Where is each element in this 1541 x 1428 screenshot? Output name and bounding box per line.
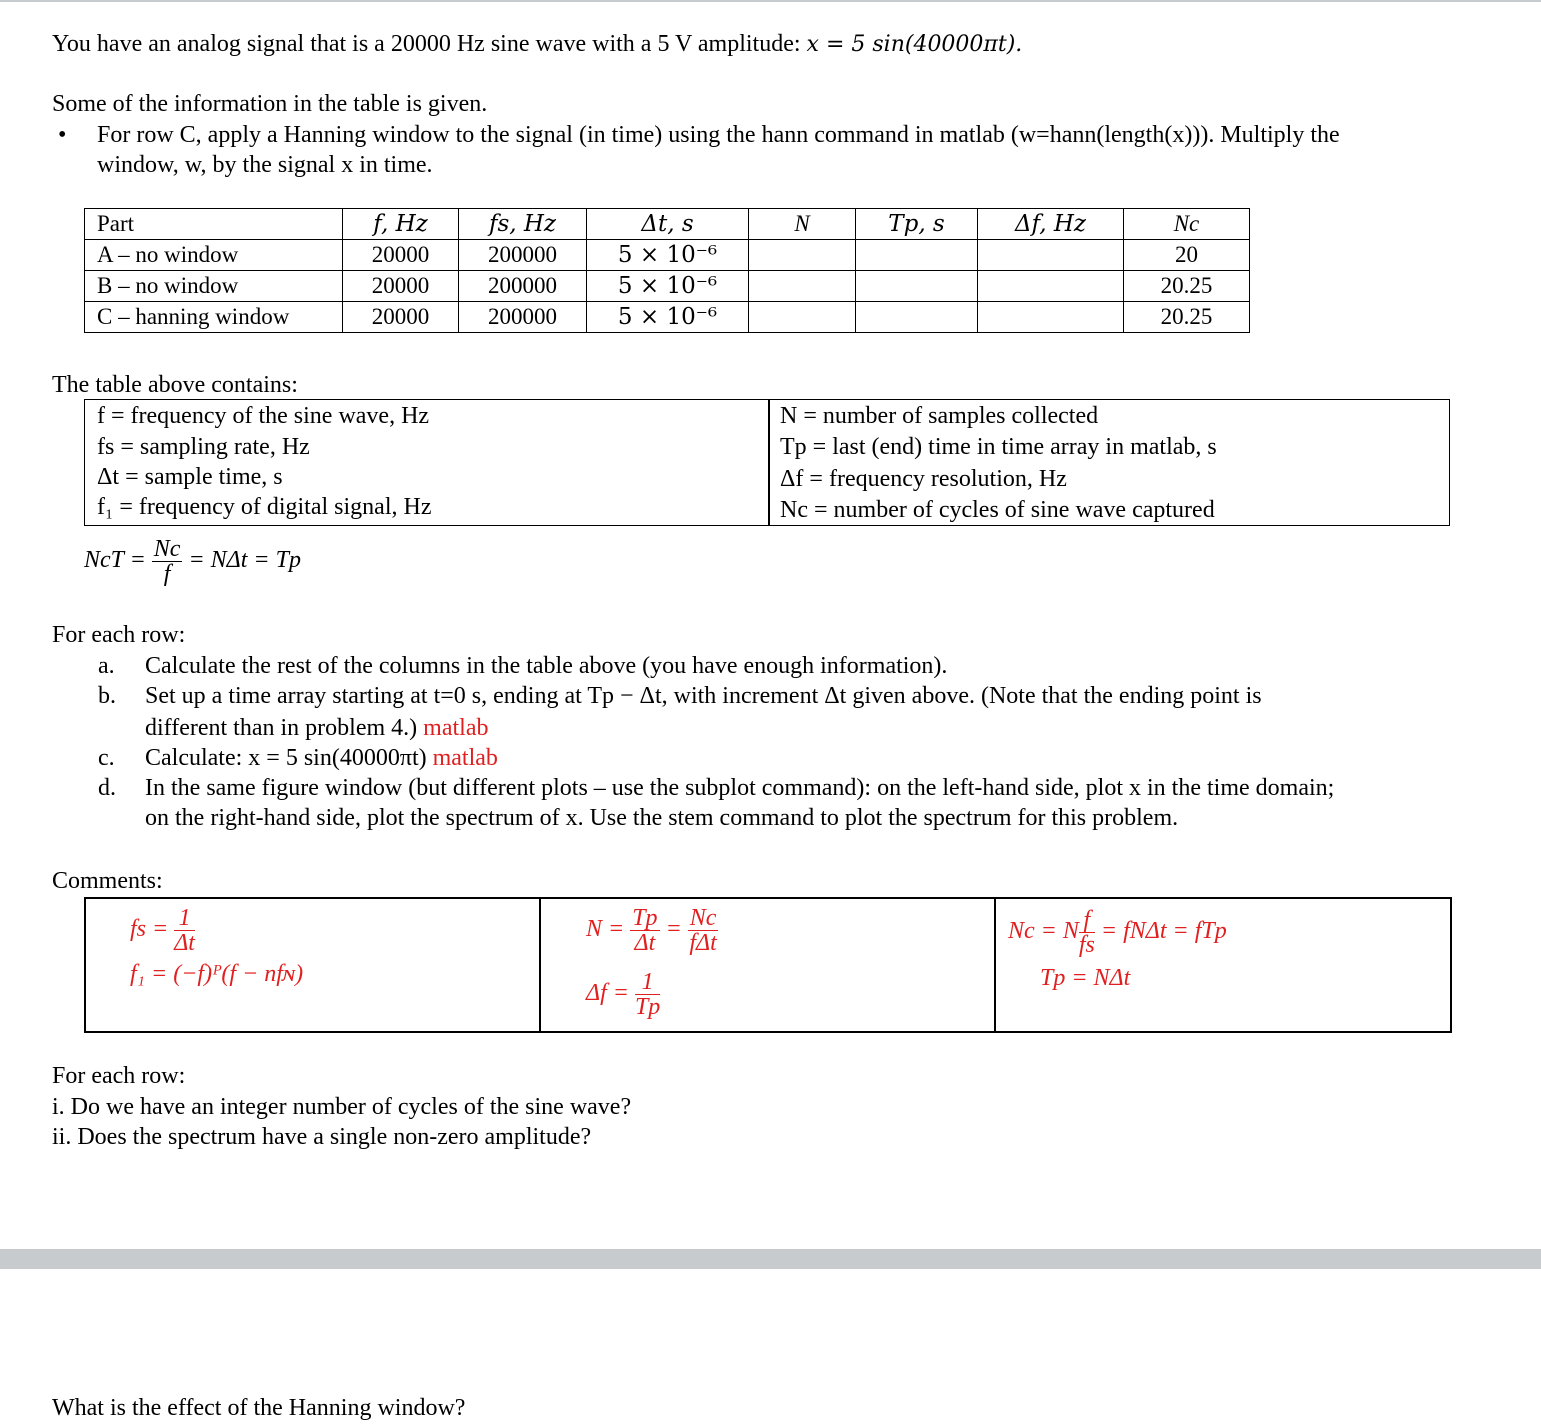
task-c: [145, 743, 498, 773]
cell-dt: 5 × 10⁻⁶: [587, 271, 749, 302]
cell-tp: [856, 271, 978, 302]
cell-df: [978, 302, 1124, 333]
nc-fraction: [1079, 908, 1095, 957]
n-lhs: N =: [586, 916, 631, 942]
task-d-label: d.: [98, 775, 116, 801]
questions-title: For each row:: [52, 1063, 186, 1089]
header-tp: Tp, s: [856, 209, 978, 240]
task-c-matlab-note: matlab: [432, 745, 498, 771]
task-c-text: Calculate: x = 5 sin(40000πt): [145, 745, 433, 771]
cell-dt: 5 × 10⁻⁶: [587, 240, 749, 271]
cell-tp: [856, 240, 978, 271]
def-fs: fs = sampling rate, Hz: [97, 434, 310, 460]
cell-fs: 200000: [459, 302, 587, 333]
header-fs: fs, Hz: [459, 209, 587, 240]
comment-nc-equation: [1008, 903, 1227, 959]
comments-divider-1: [539, 899, 541, 1031]
def-f: f = frequency of the sine wave, Hz: [97, 403, 430, 429]
relation-right: = NΔt = Tp: [182, 547, 301, 573]
comment-f1-equation: f₁ = (−f)ᴾ(f − nfɴ): [130, 961, 304, 987]
task-c-label: c.: [98, 745, 115, 771]
cell-part: A – no window: [85, 240, 343, 271]
bullet-dot: •: [58, 122, 67, 148]
definitions-title: The table above contains:: [52, 372, 298, 398]
cell-nc: 20: [1124, 240, 1250, 271]
n-den-1: Δt: [634, 929, 656, 956]
relation-equation: [84, 532, 301, 588]
cell-part: B – no window: [85, 271, 343, 302]
header-nc: Nc: [1124, 209, 1250, 240]
def-tp: Tp = last (end) time in time array in matlab, s: [780, 434, 1217, 460]
task-a-label: a.: [98, 653, 115, 679]
question-2: ii. Does the spectrum have a single non-zero amplitude?: [52, 1124, 592, 1150]
comments-divider-2: [994, 899, 996, 1031]
top-divider: [0, 0, 1541, 2]
definitions-divider: [768, 400, 770, 525]
header-part: Part: [85, 209, 343, 240]
comment-tp-equation: Tp = NΔt: [1040, 965, 1131, 991]
comment-n-equation: [586, 901, 718, 957]
bullet-line-1: For row C, apply a Hanning window to the signal (in time) using the hann command in matlab (w=hann(length(x))). Multiply the: [97, 122, 1340, 148]
intro-text: You have an analog signal that is a 20000 Hz sine wave with a 5 V amplitude:: [52, 31, 807, 57]
def-nc: Nc = number of cycles of sine wave captured: [780, 497, 1215, 523]
nc-num: f: [1079, 908, 1095, 933]
n-equals: =: [659, 916, 688, 942]
df-lhs: Δf =: [586, 980, 635, 1006]
task-b-label: b.: [98, 683, 116, 709]
comment-df-equation: [586, 965, 660, 1021]
fs-den: Δt: [174, 929, 195, 956]
section-separator-bar: [0, 1249, 1541, 1269]
task-d-line-2: on the right-hand side, plot the spectrum of x. Use the stem command to plot the spectrum for this problem.: [145, 805, 1179, 831]
cell-fs: 200000: [459, 240, 587, 271]
nc-rhs: = fNΔt = fTp: [1094, 918, 1227, 944]
table-header-row: [85, 209, 1250, 240]
cell-df: [978, 271, 1124, 302]
cell-df: [978, 240, 1124, 271]
cell-n: [749, 240, 856, 271]
intro-line: [52, 29, 1022, 60]
header-n: N: [749, 209, 856, 240]
table-row: [85, 302, 1250, 333]
def-dt: Δt = sample time, s: [97, 464, 283, 490]
def-f1: f₁ = frequency of digital signal, Hz: [97, 494, 432, 520]
fs-num: 1: [174, 906, 195, 931]
cell-fs: 200000: [459, 271, 587, 302]
header-df: Δf, Hz: [978, 209, 1124, 240]
comments-title: Comments:: [52, 868, 163, 894]
n-num-1: Tp: [632, 904, 658, 931]
comments-box: [84, 897, 1452, 1033]
question-1: i. Do we have an integer number of cycles of the sine wave?: [52, 1094, 632, 1120]
cell-tp: [856, 302, 978, 333]
n-num-2: Nc: [689, 904, 717, 931]
cell-nc: 20.25: [1124, 302, 1250, 333]
def-df: Δf = frequency resolution, Hz: [780, 466, 1067, 492]
n-den-2: fΔt: [689, 929, 717, 956]
fs-fraction: [174, 906, 195, 955]
table-row: [85, 271, 1250, 302]
final-question: What is the effect of the Hanning window?: [52, 1395, 466, 1421]
bullet-line-2: window, w, by the signal x in time.: [97, 152, 433, 178]
fs-lhs: fs =: [130, 916, 175, 942]
n-fraction-2: [688, 906, 719, 955]
info-intro: Some of the information in the table is given.: [52, 91, 488, 117]
df-den: Tp: [634, 993, 661, 1020]
table-row: [85, 240, 1250, 271]
task-b-line-2: [145, 713, 488, 743]
cell-f: 20000: [343, 271, 459, 302]
intro-equation: x = 5 sin(40000πt).: [806, 32, 1023, 57]
header-f: f, Hz: [343, 209, 459, 240]
task-a: Calculate the rest of the columns in the table above (you have enough information).: [145, 653, 948, 679]
relation-fraction: [152, 537, 183, 586]
cell-n: [749, 302, 856, 333]
tasks-title: For each row:: [52, 622, 186, 648]
cell-nc: 20.25: [1124, 271, 1250, 302]
header-dt: Δt, s: [587, 209, 749, 240]
definitions-box: [84, 399, 1450, 526]
cell-dt: 5 × 10⁻⁶: [587, 302, 749, 333]
relation-den: f: [163, 560, 171, 587]
task-d-line-1: In the same figure window (but different plots – use the subplot command): on the left-hand side, plot x in the time domain;: [145, 775, 1335, 801]
df-fraction: [635, 970, 660, 1019]
nc-den: fs: [1078, 931, 1095, 958]
df-num: 1: [635, 970, 660, 995]
cell-f: 20000: [343, 240, 459, 271]
task-b-line-1: Set up a time array starting at t=0 s, ending at Tp − Δt, with increment Δt given above. (Note that the ending point is: [145, 683, 1262, 709]
relation-left: NcT =: [84, 547, 152, 573]
data-table: [84, 208, 1250, 333]
cell-f: 20000: [343, 302, 459, 333]
task-b-matlab-note: matlab: [423, 715, 489, 741]
relation-num: Nc: [153, 535, 181, 562]
n-fraction-1: [630, 906, 659, 955]
cell-n: [749, 271, 856, 302]
comment-fs-equation: [130, 901, 195, 957]
task-b-text: different than in problem 4.): [145, 715, 424, 741]
nc-lhs: Nc = N: [1008, 918, 1079, 944]
def-n: N = number of samples collected: [780, 403, 1099, 429]
cell-part: C – hanning window: [85, 302, 343, 333]
